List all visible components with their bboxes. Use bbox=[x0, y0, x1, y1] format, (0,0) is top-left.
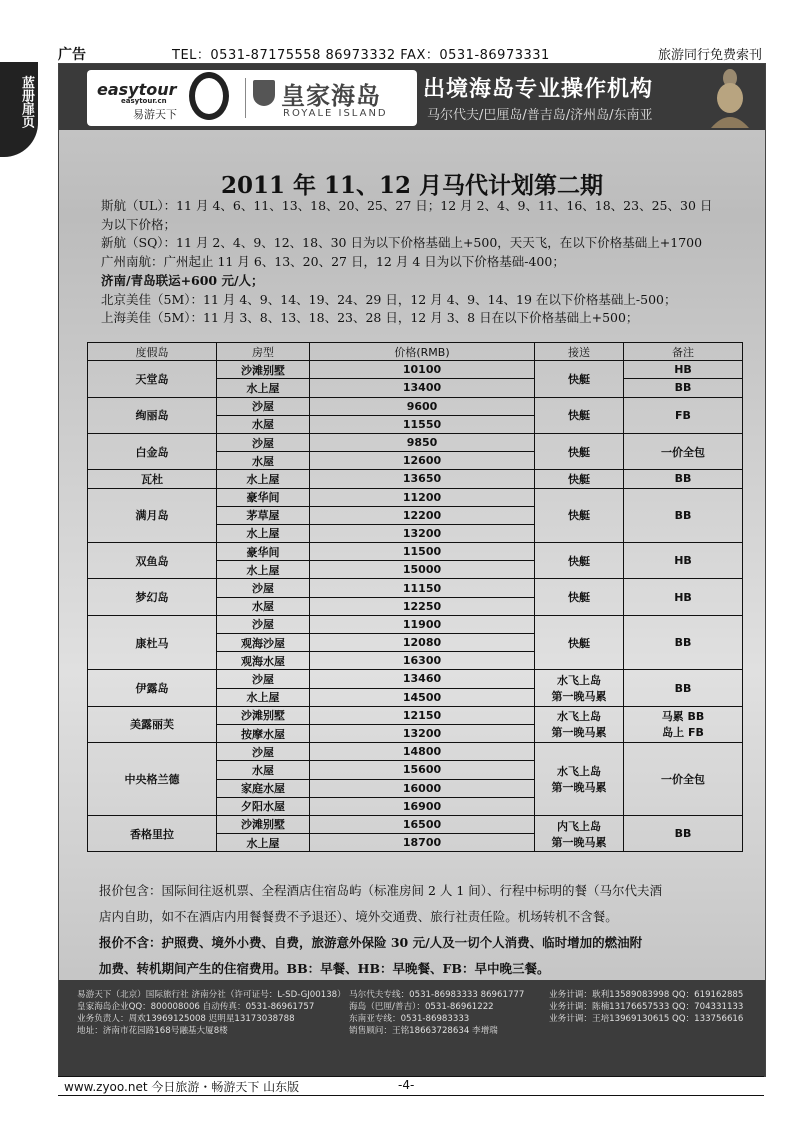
advert-page bbox=[58, 63, 766, 1077]
contact-line: 马尔代夫专线：0531-86983333 86961777 bbox=[349, 990, 525, 1000]
price-cell: 12600 bbox=[310, 452, 535, 470]
price-table bbox=[87, 342, 743, 852]
room-cell: 水上屋 bbox=[217, 688, 310, 706]
island-cell: 梦幻岛 bbox=[88, 579, 217, 615]
logo-divider bbox=[245, 78, 246, 118]
easytour-logo: easytour easytour.cn bbox=[97, 80, 177, 105]
room-cell: 沙滩别墅 bbox=[217, 815, 310, 833]
room-cell: 豪华间 bbox=[217, 488, 310, 506]
room-cell: 水上屋 bbox=[217, 834, 310, 852]
price-cell: 16300 bbox=[310, 652, 535, 670]
room-cell: 沙屋 bbox=[217, 579, 310, 597]
footer-site: www.zyoo.net 今日旅游・畅游天下 山东版 bbox=[64, 1080, 300, 1094]
room-cell: 观海水屋 bbox=[217, 652, 310, 670]
room-cell: 水屋 bbox=[217, 452, 310, 470]
logo-box bbox=[87, 70, 417, 126]
note-cell: BB bbox=[624, 670, 743, 706]
room-cell: 沙屋 bbox=[217, 397, 310, 415]
room-cell: 沙屋 bbox=[217, 433, 310, 451]
table-row bbox=[88, 743, 743, 761]
flight-line: 上海美佳（5M）：11 月 3、8、13、18、23、28 日，12 月 3、8 日在以下价格基础上+500； bbox=[101, 310, 639, 326]
room-cell: 沙滩别墅 bbox=[217, 361, 310, 379]
island-cell: 满月岛 bbox=[88, 488, 217, 543]
table-row bbox=[88, 397, 743, 415]
transfer-cell: 快艇 bbox=[535, 433, 624, 469]
table-row bbox=[88, 488, 743, 506]
price-cell: 16900 bbox=[310, 797, 535, 815]
note-cell: HB bbox=[624, 361, 743, 379]
room-cell: 豪华间 bbox=[217, 543, 310, 561]
note-cell: BB bbox=[624, 815, 743, 851]
flight-line: 斯航（UL）：11 月 4、6、11、13、18、20、25、27 日；12 月 2、4、9、11、16、18、23、25、30 日 bbox=[101, 198, 713, 213]
table-row bbox=[88, 706, 743, 724]
island-cell: 双鱼岛 bbox=[88, 543, 217, 579]
flight-line: 新航（SQ）：11 月 2、4、9、12、18、30 日为以下价格基础上+500，天天飞，在以下价格基础上+1700 bbox=[101, 235, 703, 251]
shield-icon bbox=[253, 80, 275, 106]
free-notice: 旅游同行免费索刊 bbox=[657, 48, 762, 63]
price-cell: 12150 bbox=[310, 706, 535, 724]
table-row bbox=[88, 543, 743, 561]
col-header: 房型 bbox=[217, 343, 310, 361]
room-cell: 家庭水屋 bbox=[217, 779, 310, 797]
price-cell: 9600 bbox=[310, 397, 535, 415]
price-cell: 11200 bbox=[310, 488, 535, 506]
price-cell: 11500 bbox=[310, 543, 535, 561]
price-cell: 13650 bbox=[310, 470, 535, 488]
transfer-cell: 快艇 bbox=[535, 615, 624, 670]
island-cell: 康杜马 bbox=[88, 615, 217, 670]
price-notes bbox=[99, 878, 739, 982]
room-cell: 观海沙屋 bbox=[217, 634, 310, 652]
price-cell: 12080 bbox=[310, 634, 535, 652]
table-row bbox=[88, 433, 743, 451]
room-cell: 水屋 bbox=[217, 597, 310, 615]
table-row bbox=[88, 470, 743, 488]
note-cell: HB bbox=[624, 543, 743, 579]
room-cell: 水屋 bbox=[217, 761, 310, 779]
flight-line: 广州南航：广州起止 11 月 6、13、20、27 日，12 月 4 日为以下价格基础-400； bbox=[101, 254, 565, 270]
transfer-cell: 快艇 bbox=[535, 470, 624, 488]
header-title: 出境海岛专业操作机构 bbox=[423, 77, 654, 102]
note-cell: BB bbox=[624, 379, 743, 397]
island-cell: 瓦杜 bbox=[88, 470, 217, 488]
contact-line: 业务负责人：周欢13969125008 迟明星13173038788 bbox=[77, 1014, 295, 1024]
transfer-cell: 快艇 bbox=[535, 397, 624, 433]
contact-line: 业务计调：王培13969130615 QQ：133756616 bbox=[549, 1014, 744, 1024]
table-row bbox=[88, 361, 743, 379]
transfer-cell: 水飞上岛 第一晚马累 bbox=[535, 743, 624, 816]
price-cell: 15000 bbox=[310, 561, 535, 579]
table-row bbox=[88, 670, 743, 688]
island-cell: 白金岛 bbox=[88, 433, 217, 469]
contact-line: 易游天下（北京）国际旅行社 济南分社（许可证号：L-SD-GJ00138） bbox=[77, 990, 346, 1000]
price-cell: 15600 bbox=[310, 761, 535, 779]
note-cell: BB bbox=[624, 470, 743, 488]
table-row bbox=[88, 615, 743, 633]
price-cell: 13200 bbox=[310, 524, 535, 542]
price-cell: 11150 bbox=[310, 579, 535, 597]
price-cell: 16500 bbox=[310, 815, 535, 833]
col-header: 度假岛 bbox=[88, 343, 217, 361]
room-cell: 沙屋 bbox=[217, 670, 310, 688]
contact-line: 海岛（巴厘/普吉）：0531-86961222 bbox=[349, 1002, 494, 1012]
flight-line: 北京美佳（5M）：11 月 4、9、14、19、24、29 日，12 月 4、9、14、19 在以下价格基础上-500； bbox=[101, 291, 677, 307]
note-cell: FB bbox=[624, 397, 743, 433]
include-line: 报价包含：国际间往返机票、全程酒店住宿岛屿（标准房间 2 人 1 间）、行程中标明的餐（马尔代夫酒 bbox=[99, 883, 663, 898]
transfer-cell: 水飞上岛 第一晚马累 bbox=[535, 706, 624, 742]
table-row bbox=[88, 815, 743, 833]
royale-cn: 皇家海岛 bbox=[281, 82, 381, 110]
room-cell: 水屋 bbox=[217, 415, 310, 433]
col-header: 价格(RMB) bbox=[310, 343, 535, 361]
flight-line: 为以下价格； bbox=[101, 216, 177, 232]
room-cell: 沙屋 bbox=[217, 743, 310, 761]
price-cell: 16000 bbox=[310, 779, 535, 797]
header-banner bbox=[59, 64, 765, 130]
room-cell: 沙屋 bbox=[217, 615, 310, 633]
price-cell: 18700 bbox=[310, 834, 535, 852]
room-cell: 水上屋 bbox=[217, 524, 310, 542]
island-cell: 绚丽岛 bbox=[88, 397, 217, 433]
page-number: -4- bbox=[398, 1078, 415, 1092]
note-cell: HB bbox=[624, 579, 743, 615]
room-cell: 水上屋 bbox=[217, 379, 310, 397]
room-cell: 水上屋 bbox=[217, 470, 310, 488]
price-cell: 13400 bbox=[310, 379, 535, 397]
contact-line: 皇家海岛企业QQ：800008006 自动传真：0531-86961757 bbox=[77, 1002, 315, 1012]
note-cell: BB bbox=[624, 488, 743, 543]
include-line: 店内自助，如不在酒店内用餐餐费不予退还）、境外交通费、旅行社责任险。机场转机不含餐。 bbox=[99, 909, 618, 924]
island-cell: 香格里拉 bbox=[88, 815, 217, 851]
flight-info bbox=[101, 197, 731, 328]
contact-bar bbox=[59, 980, 765, 1076]
island-cell: 天堂岛 bbox=[88, 361, 217, 397]
room-cell: 水上屋 bbox=[217, 561, 310, 579]
contact-line: 业务计调：耿利13589083998 QQ：619162885 bbox=[549, 990, 744, 1000]
price-cell: 12200 bbox=[310, 506, 535, 524]
room-cell: 沙滩别墅 bbox=[217, 706, 310, 724]
island-cell: 中央格兰德 bbox=[88, 743, 217, 816]
header-subtitle: 马尔代夫/巴厘岛/普吉岛/济州岛/东南亚 bbox=[427, 108, 653, 123]
ad-label: 广告 bbox=[58, 47, 86, 63]
tel-fax: TEL：0531-87175558 86973332 FAX：0531-86973331 bbox=[172, 48, 550, 63]
transfer-cell: 内飞上岛 第一晚马累 bbox=[535, 815, 624, 851]
d-logo-icon bbox=[189, 72, 229, 120]
room-cell: 按摩水屋 bbox=[217, 724, 310, 742]
transfer-cell: 快艇 bbox=[535, 543, 624, 579]
exclude-line: 报价不含：护照费、境外小费、自费，旅游意外保险 30 元/人及一切个人消费、临时增加的燃油附 bbox=[99, 935, 643, 950]
royale-en: ROYALE ISLAND bbox=[283, 108, 388, 119]
col-header: 备注 bbox=[624, 343, 743, 361]
price-cell: 11550 bbox=[310, 415, 535, 433]
buddha-icon bbox=[707, 68, 753, 128]
island-cell: 伊露岛 bbox=[88, 670, 217, 706]
page-title: 2011 年 11、12 月马代计划第二期 bbox=[220, 172, 604, 199]
price-cell: 13460 bbox=[310, 670, 535, 688]
price-cell: 14800 bbox=[310, 743, 535, 761]
transfer-cell: 快艇 bbox=[535, 488, 624, 543]
room-cell: 茅草屋 bbox=[217, 506, 310, 524]
price-cell: 12250 bbox=[310, 597, 535, 615]
easytour-cn: 易游天下 bbox=[133, 108, 177, 121]
contact-line: 销售顾问：王铭18663728634 李增瑞 bbox=[349, 1026, 498, 1036]
contact-line: 业务计调：陈楠13176657533 QQ：704331133 bbox=[549, 1002, 744, 1012]
transfer-cell: 快艇 bbox=[535, 361, 624, 397]
price-cell: 11900 bbox=[310, 615, 535, 633]
transfer-cell: 快艇 bbox=[535, 579, 624, 615]
footer bbox=[58, 1076, 764, 1096]
price-cell: 9850 bbox=[310, 433, 535, 451]
note-cell: BB bbox=[624, 615, 743, 670]
note-cell: 一价全包 bbox=[624, 433, 743, 469]
room-cell: 夕阳水屋 bbox=[217, 797, 310, 815]
col-header: 接送 bbox=[535, 343, 624, 361]
table-row bbox=[88, 579, 743, 597]
price-cell: 10100 bbox=[310, 361, 535, 379]
contact-line: 地址：济南市花园路168号融基大厦8楼 bbox=[77, 1026, 228, 1036]
transfer-cell: 水飞上岛 第一晚马累 bbox=[535, 670, 624, 706]
exclude-line: 加费、转机期间产生的住宿费用。BB：早餐、HB：早晚餐、FB：早中晚三餐。 bbox=[99, 961, 550, 976]
note-cell: 马累 BB 岛上 FB bbox=[624, 706, 743, 742]
flight-line: 济南/青岛联运+600 元/人； bbox=[101, 272, 264, 288]
contact-line: 东南亚专线：0531-86983333 bbox=[349, 1014, 470, 1024]
price-cell: 14500 bbox=[310, 688, 535, 706]
island-cell: 美露丽芙 bbox=[88, 706, 217, 742]
note-cell: 一价全包 bbox=[624, 743, 743, 816]
side-tab: 蓝册扉页 bbox=[0, 62, 38, 157]
price-cell: 13200 bbox=[310, 724, 535, 742]
